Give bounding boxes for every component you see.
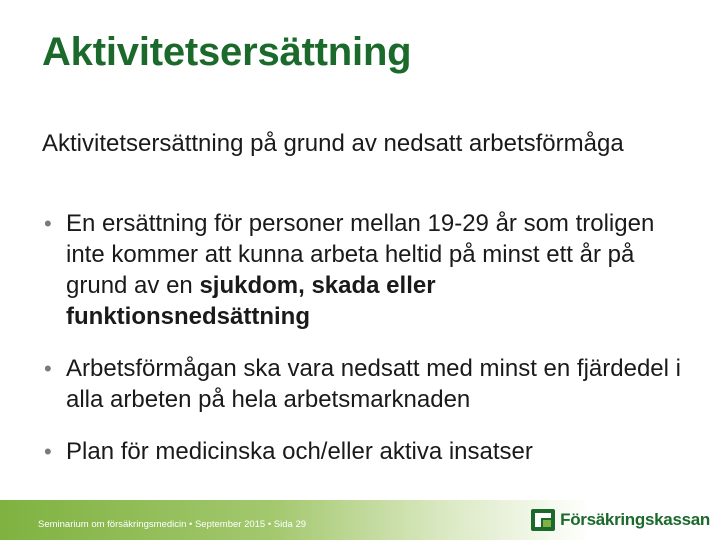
footer-text: Seminarium om försäkringsmedicin • September 2015 • Sida 29 — [38, 519, 307, 530]
footer-bar — [0, 500, 720, 540]
bullet-list — [42, 208, 682, 488]
logo-text: Försäkringskassan — [560, 510, 710, 529]
bullet-glyph: • — [44, 211, 52, 236]
footer-logo — [531, 509, 710, 531]
bullet-text: En ersättning för personer mellan 19-29 år som troligen inte kommer att kunna arbeta heltid på minst ett år på grund av en — [66, 210, 655, 299]
bullet-item — [42, 353, 682, 415]
bullet-text: Arbetsförmågan ska vara nedsatt med minst en fjärdedel i alla arbeten på hela arbetsmarknaden — [66, 355, 681, 413]
bullet-glyph: • — [44, 439, 52, 464]
bullet-item — [42, 208, 682, 332]
forsakringskassan-logo-icon — [531, 509, 555, 531]
bullet-bold-text: sjukdom, skada eller funktionsnedsättning — [66, 272, 436, 330]
slide-title: Aktivitetsersättning — [42, 30, 412, 74]
bullet-glyph: • — [44, 356, 52, 381]
slide-subtitle: Aktivitetsersättning på grund av nedsatt arbetsförmåga — [42, 130, 624, 157]
bullet-item — [42, 436, 682, 467]
bullet-text: Plan för medicinska och/eller aktiva insatser — [66, 438, 533, 465]
